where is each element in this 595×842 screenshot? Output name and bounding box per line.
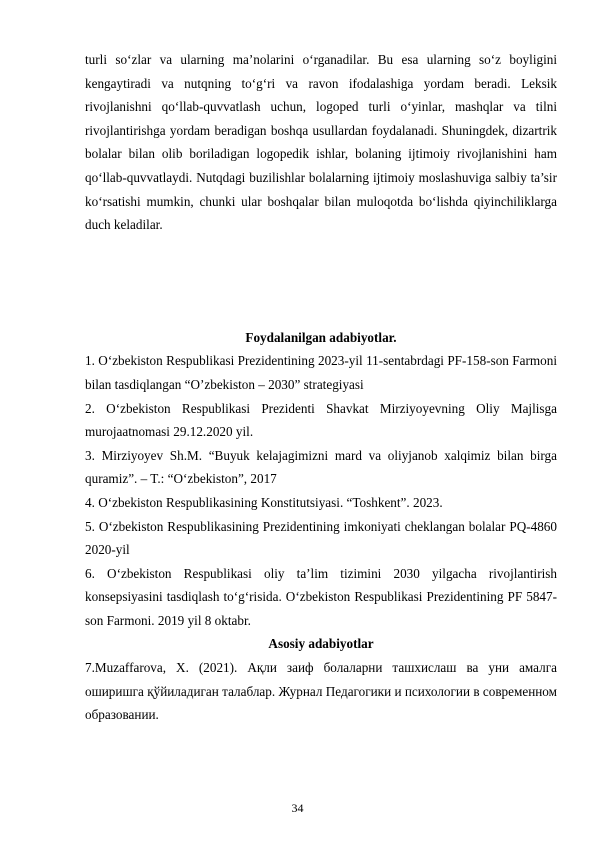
main-reference-item: 7.Muzaffarova, X. (2021). Ақли заиф болаларни ташхислаш ва уни амалга оширишга қўйиладиган талаблар. Журнал Педагогики и психологии в современном образовании. bbox=[85, 660, 557, 723]
section-spacer bbox=[85, 237, 557, 326]
main-references-heading: Asosiy adabiyotlar bbox=[268, 636, 374, 652]
reference-item: 2. O‘zbekiston Respublikasi Prezidenti Shavkat Mirziyoyevning Oliy Majlisga murojaatnomasi 29.12.2020 yil. bbox=[85, 400, 557, 440]
page-number: 34 bbox=[291, 801, 304, 815]
references-heading: Foydalanilgan adabiyotlar. bbox=[245, 329, 397, 345]
reference-item: 4. O‘zbekiston Respublikasining Konstitutsiyasi. “Toshkent”. 2023. bbox=[85, 494, 443, 510]
reference-item: 6. O‘zbekiston Respublikasi oliy ta’lim tizimini 2030 yilgacha rivojlantirish konsepsiyasini tasdiqlash to‘g‘risida. O‘zbekiston Respublikasi Prezidentining PF 5847-son Farmoni. 2019 yil 8 oktabr. bbox=[85, 565, 557, 628]
reference-item: 3. Mirziyoyev Sh.M. “Buyuk kelajagimizni mard va oliyjanob xalqimiz bilan birga quramiz”. – T.: “O‘zbekiston”, 2017 bbox=[85, 447, 557, 487]
reference-item: 5. O‘zbekiston Respublikasining Prezidentining imkoniyati cheklangan bolalar PQ-4860 2020-yil bbox=[85, 518, 557, 558]
document-page bbox=[85, 48, 557, 727]
main-references-list bbox=[85, 656, 557, 727]
references-list bbox=[85, 349, 557, 632]
body-paragraph: turli so‘zlar va ularning ma’nolarini o‘rganadilar. Bu esa ularning so‘z boyligini kengaytiradi va nutqning to‘g‘ri va ravon ifodalashiga yordam beradi. Leksik rivojlanishni qo‘llab-quvvatlash uchun, logoped turli o‘yinlar, mashqlar va tilni rivojlantirishga yordam beradigan boshqa usullardan foydalanadi. Shuningdek, dizartrik bolalar bilan olib boriladigan logopedik ishlar, bolaning ijtimoiy rivojlanishini ham qo‘llab-quvvatlaydi. Nutqdagi buzilishlar bolalarning ijtimoiy moslashuviga salbiy ta’sir ko‘rsatishi mumkin, chunki ular boshqalar bilan muloqotda bo‘lishda qiyinchiliklarga duch keladilar. bbox=[85, 52, 557, 233]
reference-item: 1. O‘zbekiston Respublikasi Prezidentining 2023-yil 11-sentabrdagi PF-158-son Farmoni bilan tasdiqlangan “O’zbekiston – 2030” strategiyasi bbox=[85, 353, 557, 392]
